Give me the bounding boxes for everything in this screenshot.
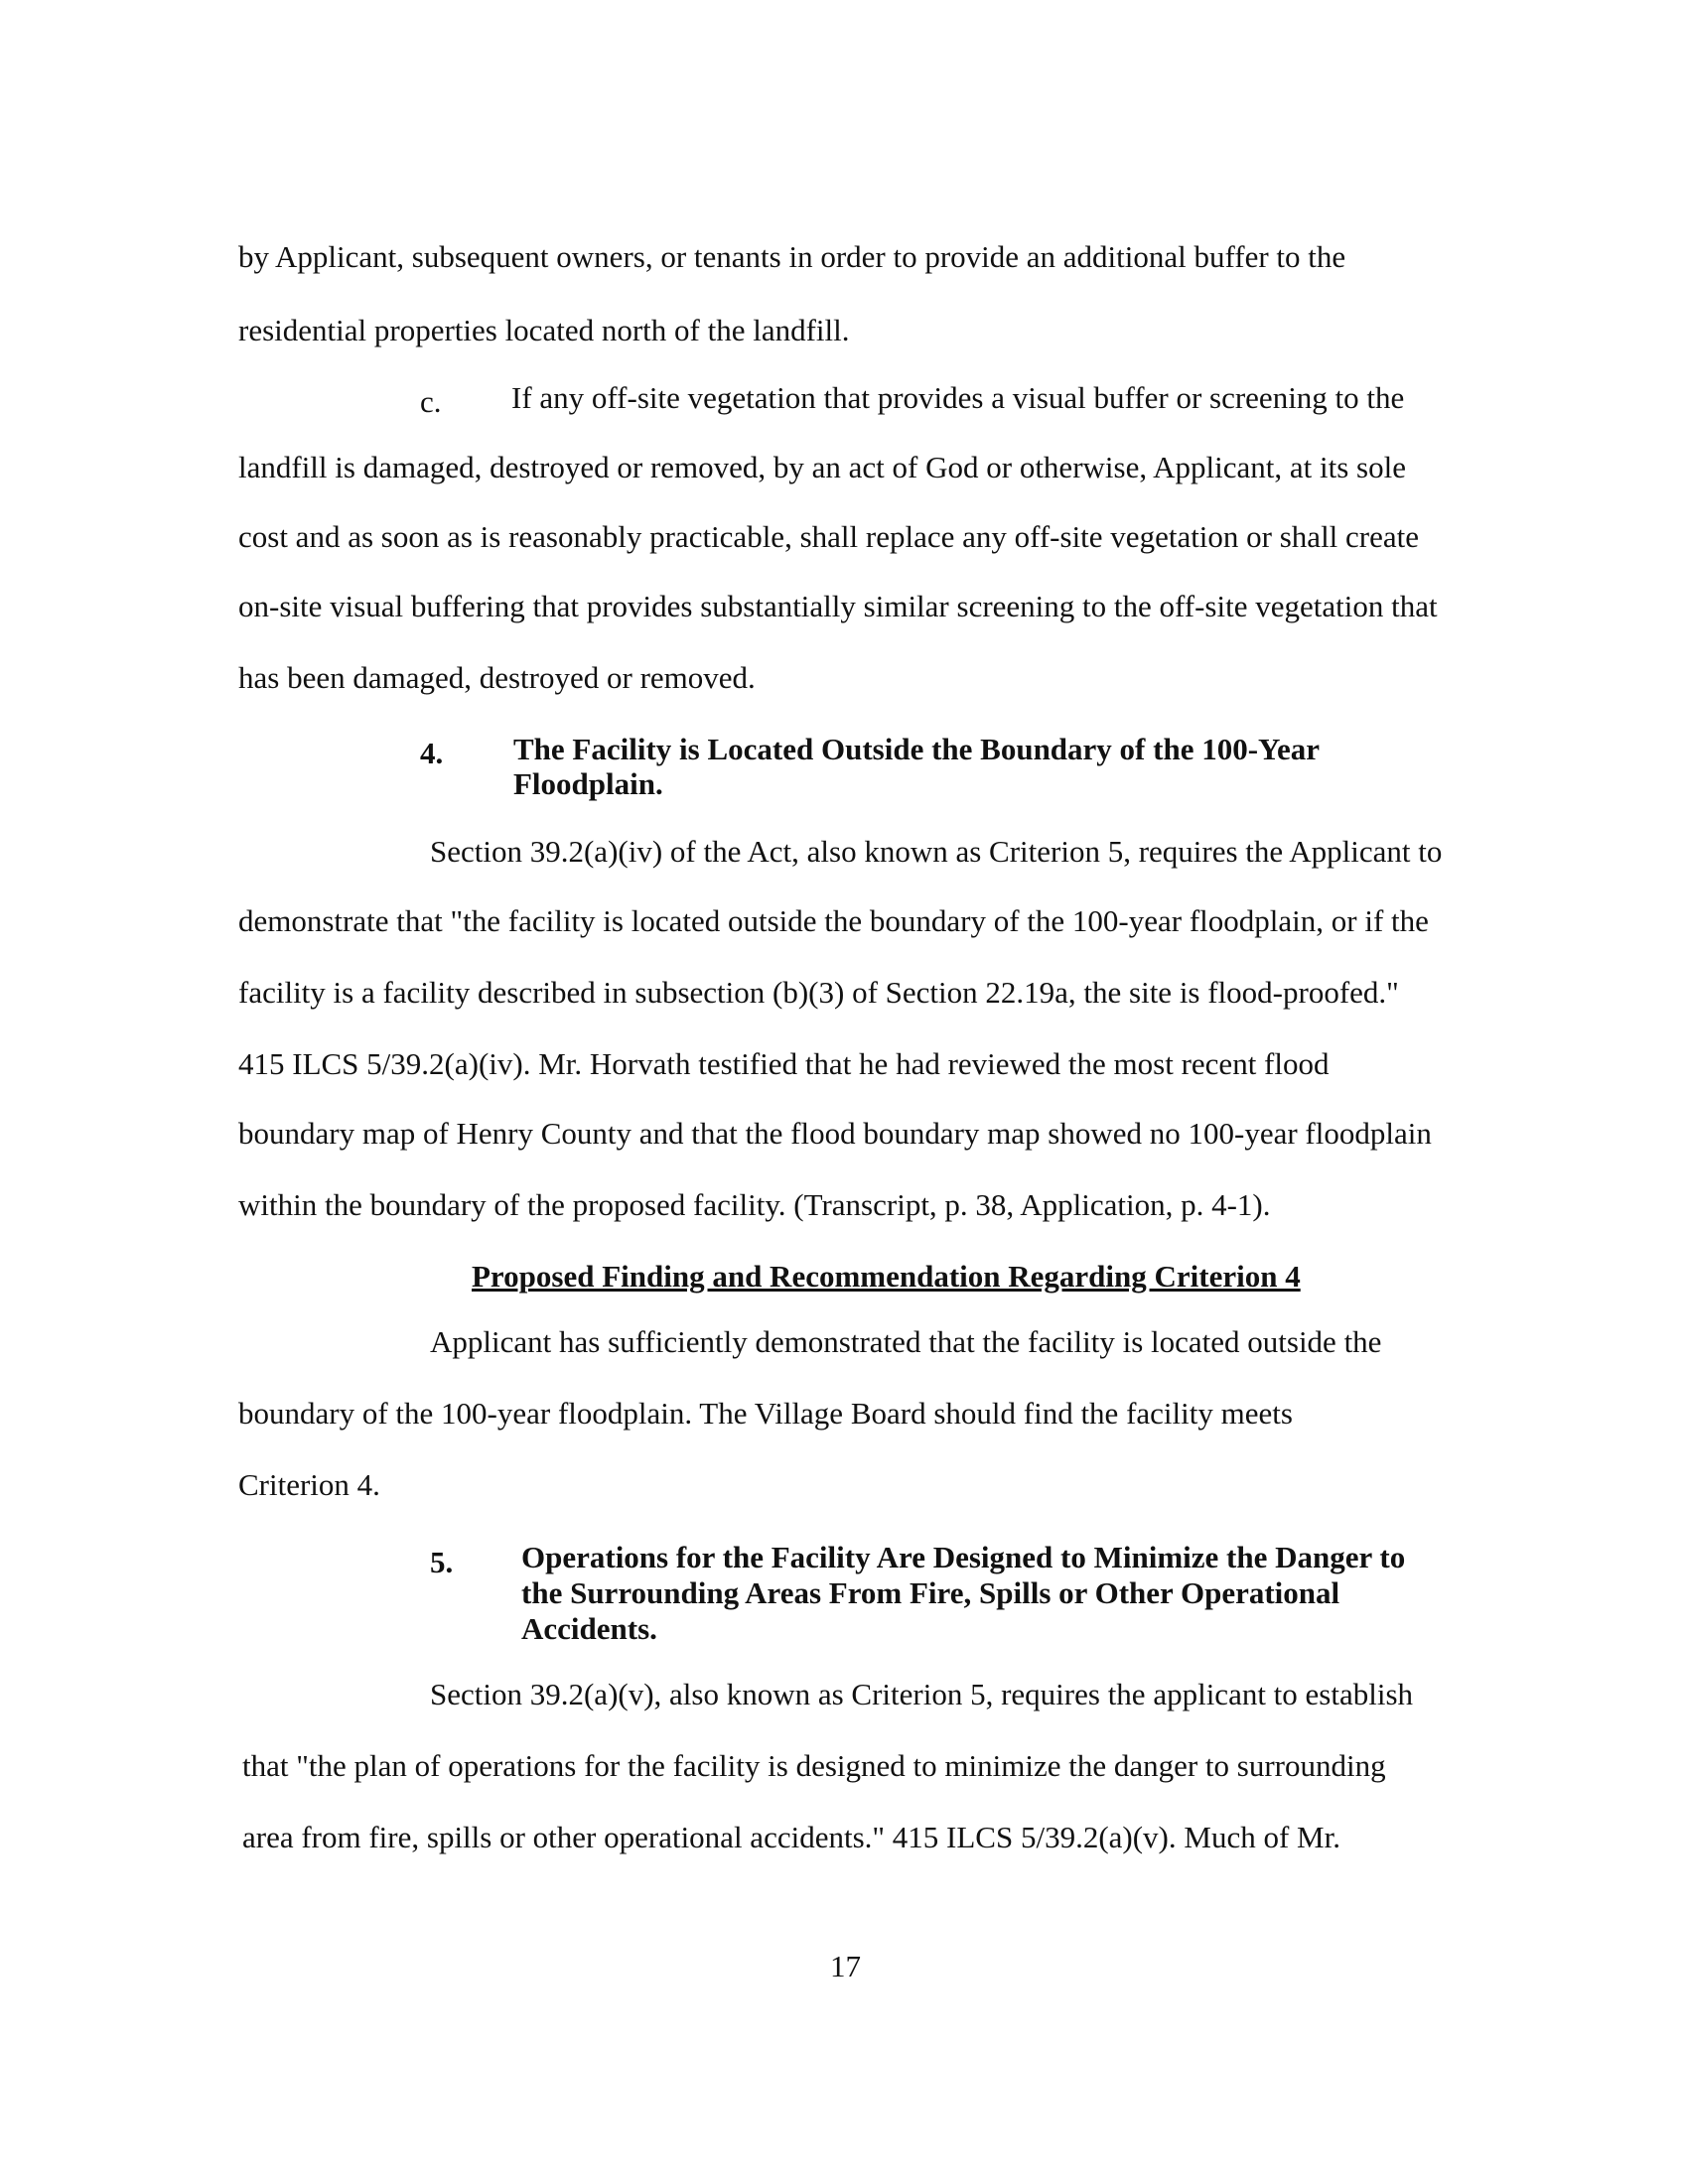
body-line: on-site visual buffering that provides substantially similar screening to the off-site vegetation that: [238, 589, 1438, 623]
section-number: 5.: [430, 1545, 454, 1579]
body-line: residential properties located north of the landfill.: [238, 313, 850, 347]
body-line: boundary of the 100-year floodplain. The Village Board should find the facility meets: [238, 1396, 1293, 1431]
body-line: If any off-site vegetation that provides a visual buffer or screening to the: [511, 380, 1405, 415]
body-line: has been damaged, destroyed or removed.: [238, 660, 756, 695]
body-line: Applicant has sufficiently demonstrated that the facility is located outside the: [430, 1324, 1382, 1359]
section-heading-line: Accidents.: [521, 1611, 657, 1646]
body-line: Criterion 4.: [238, 1467, 380, 1502]
section-heading-line: Operations for the Facility Are Designed to Minimize the Danger to: [521, 1540, 1406, 1574]
finding-heading: Proposed Finding and Recommendation Regarding Criterion 4: [472, 1259, 1301, 1294]
section-number: 4.: [420, 736, 444, 770]
body-line: landfill is damaged, destroyed or removed, by an act of God or otherwise, Applicant, at its sole: [238, 450, 1406, 484]
body-line: boundary map of Henry County and that the flood boundary map showed no 100-year floodplain: [238, 1116, 1432, 1151]
body-line: cost and as soon as is reasonably practicable, shall replace any off-site vegetation or shall create: [238, 519, 1420, 554]
body-line: area from fire, spills or other operational accidents." 415 ILCS 5/39.2(a)(v). Much of Mr.: [242, 1820, 1340, 1854]
body-line: Section 39.2(a)(iv) of the Act, also known as Criterion 5, requires the Applicant to: [430, 834, 1443, 869]
body-line: demonstrate that "the facility is located outside the boundary of the 100-year floodplain, or if the: [238, 903, 1429, 938]
body-line: that "the plan of operations for the facility is designed to minimize the danger to surrounding: [242, 1748, 1386, 1783]
section-heading-line: Floodplain.: [513, 766, 663, 801]
body-line: facility is a facility described in subsection (b)(3) of Section 22.19a, the site is flood-proofed.": [238, 975, 1399, 1010]
section-heading-line: The Facility is Located Outside the Boundary of the 100-Year: [513, 732, 1320, 766]
page-number: 17: [830, 1949, 861, 1983]
body-line: by Applicant, subsequent owners, or tenants in order to provide an additional buffer to the: [238, 239, 1346, 274]
body-line: within the boundary of the proposed facility. (Transcript, p. 38, Application, p. 4-1).: [238, 1187, 1271, 1222]
paragraph-marker: c.: [420, 384, 442, 419]
body-line: 415 ILCS 5/39.2(a)(iv). Mr. Horvath testified that he had reviewed the most recent flood: [238, 1046, 1330, 1081]
body-line: Section 39.2(a)(v), also known as Criterion 5, requires the applicant to establish: [430, 1677, 1414, 1711]
section-heading-line: the Surrounding Areas From Fire, Spills or Other Operational: [521, 1575, 1340, 1610]
